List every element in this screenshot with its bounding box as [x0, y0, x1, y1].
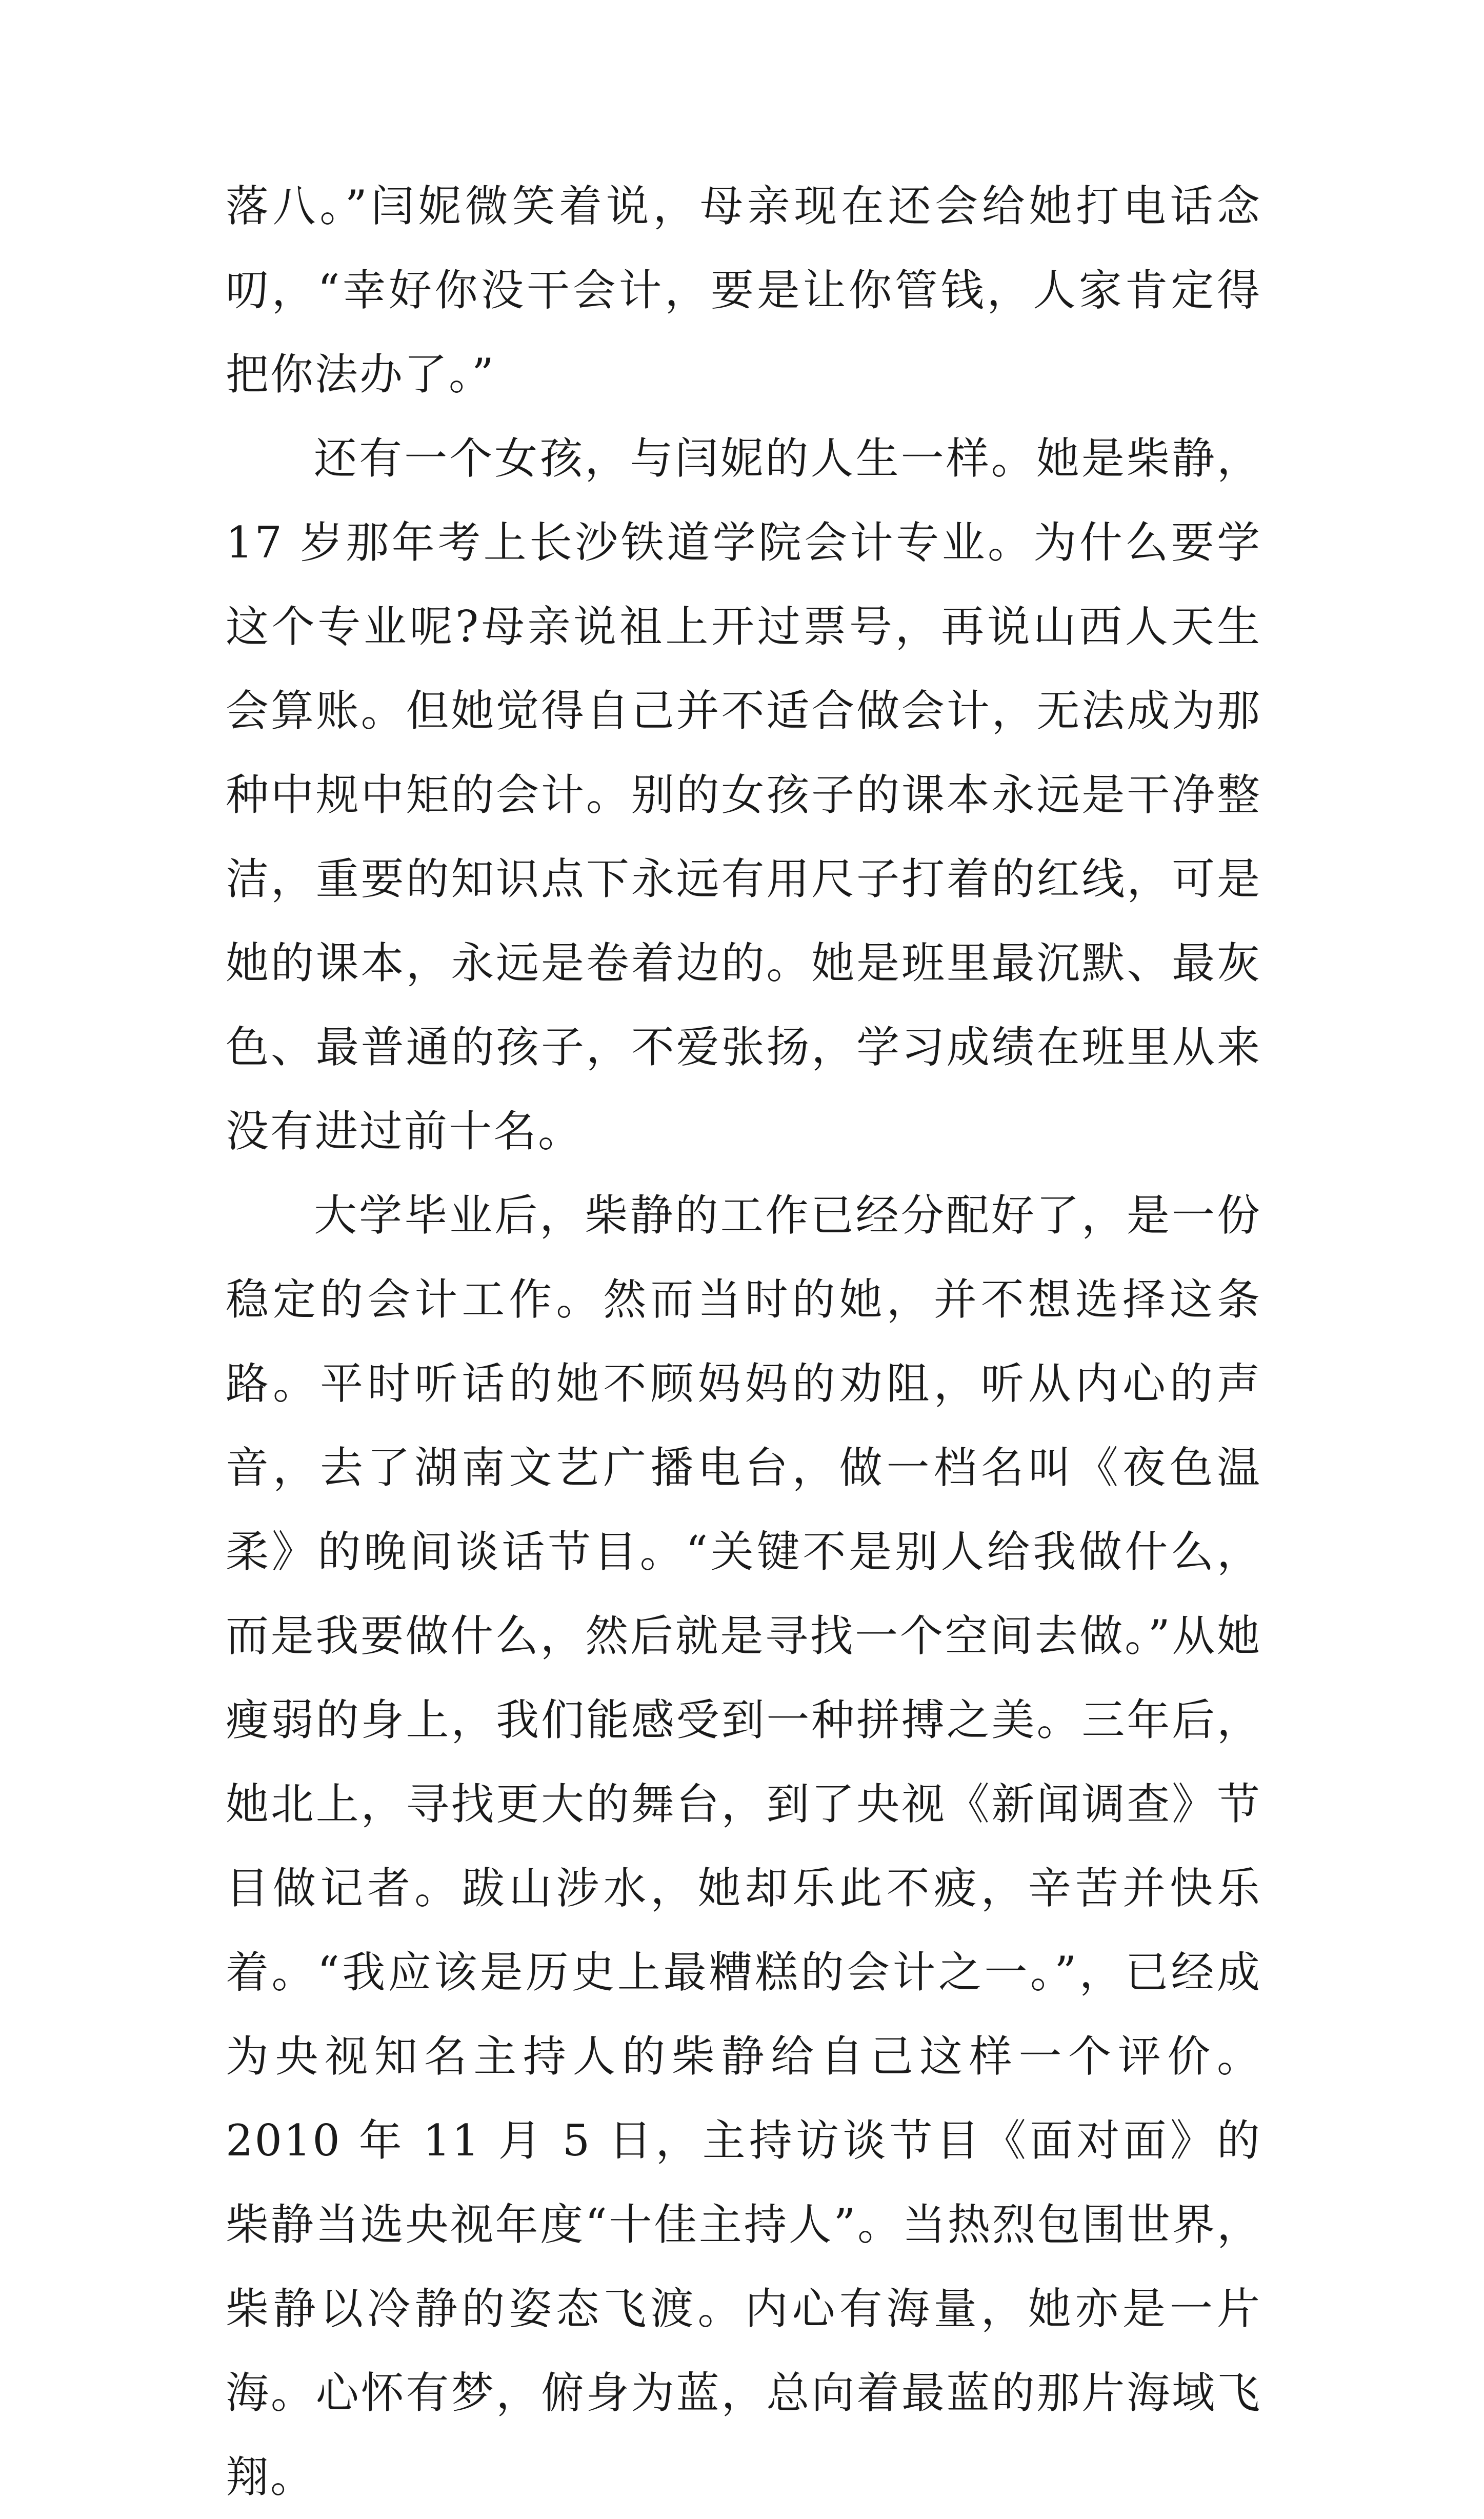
- paragraph-1: 落八。”闫妮微笑着说，母亲现在还会给她打电话念叨，“幸好你没干会计，要是让你管钱，人家肯定得把你法办了。”: [226, 181, 1261, 399]
- paragraph-3: 大学毕业后，柴静的工作已经分配好了，是一份稳定的会计工作。然而当时的她，并不想选择这条路。平时听话的她不顾妈妈的劝阻，听从内心的声音，去了湖南文艺广播电台，做一档名叫《夜色温柔》的晚间谈话节目。“关键不是别人给我做什么，而是我要做什么，然后就是寻找一个空间去做。”从她瘦弱的身上，我们能感受到一种拼搏之美。三年后，她北上，寻找更大的舞台，到了央视《新闻调查》节目做记者。跋山涉水，她却乐此不疲，辛苦并快乐着。“我应该是历史上最糟糕的会计之一。”，已经成为央视知名主持人的柴静给自己这样一个评价。 2010 年 11 月 5 日，主持访谈节目《面对面》的柴静当选央视年度“十佳主持人”。当热烈包围世界，柴静以冷静的姿态飞渡。内心有海量，她亦是一片海。心怀有梦，俯身为蓝，总向着最蓝的那片海域飞翔。: [226, 1190, 1261, 2502]
- paragraph-2: 还有一个女孩，与闫妮的人生一样。她是柴静，17 岁那年考上长沙铁道学院会计专业。为什么要学这个专业呢?母亲说祖上开过票号，再说山西人天生会算账。但她觉得自己并不适合做会计，无法成为那种中规中矩的会计。别的女孩子的课本永远是干净整洁，重要的知识点下永远有用尺子打着的红线，可是她的课本，永远是卷着边的。她是班里最沉默、最灰色、最普通的孩子，不爱张扬，学习成绩在班里从来没有进过前十名。: [226, 433, 1261, 1156]
- document-body: [226, 164, 1261, 2519]
